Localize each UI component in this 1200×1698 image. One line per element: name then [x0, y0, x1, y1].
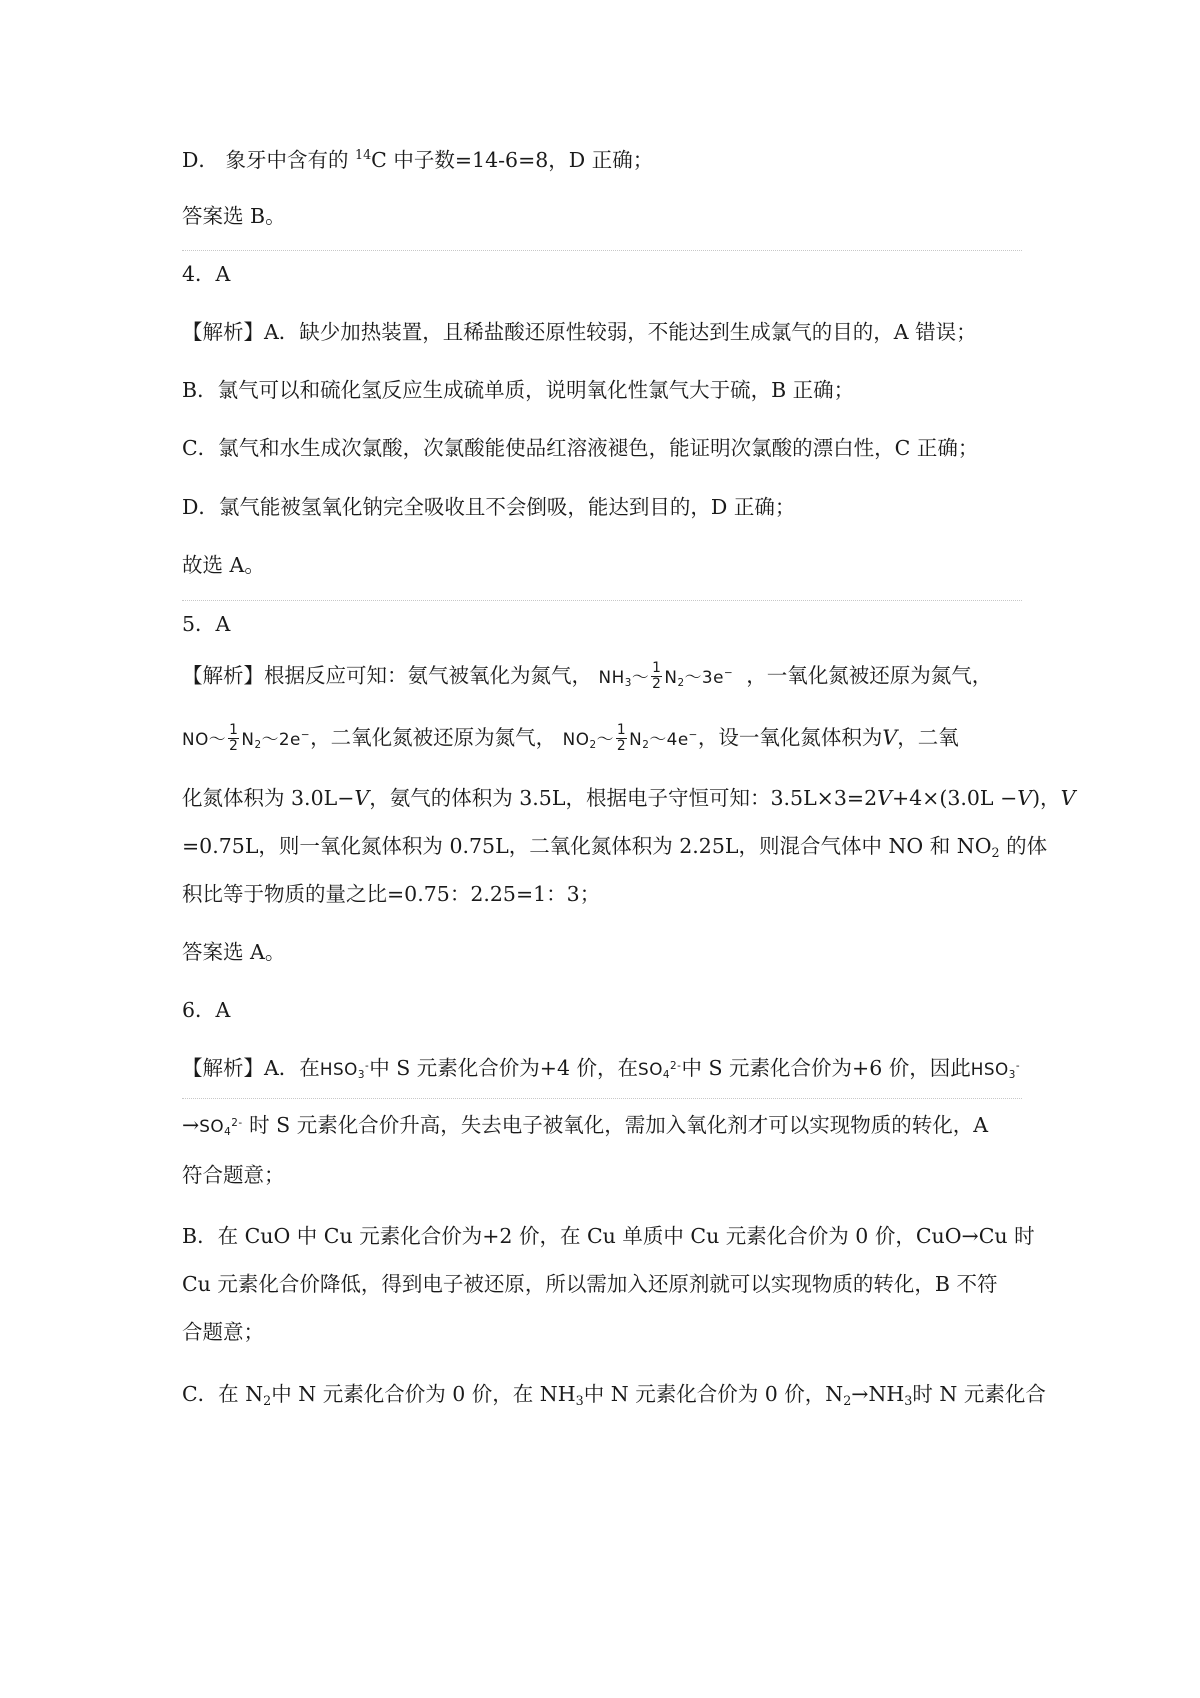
variable: V [354, 786, 370, 810]
subscript: 2 [991, 844, 1000, 860]
formula-part: SO [199, 1116, 225, 1136]
superscript: 2- [231, 1116, 243, 1129]
denominator: 2 [229, 738, 239, 755]
text-segment: 时 S 元素化合价升高，失去电子被氧化，需加入氧化剂才可以实现物质的转化，A [249, 1113, 989, 1137]
formula-part: ～3e [684, 666, 724, 687]
subscript: 2 [677, 676, 685, 689]
text-segment: ，设一氧化氮体积为 [697, 725, 883, 750]
analysis-4-option-b: B．氯气可以和硫化氢反应生成硫单质，说明氧化性氯气大于硫，B 正确； [182, 378, 855, 402]
text-segment: C．在 N [182, 1382, 264, 1406]
text-segment: ，氨气的体积为 3.5L，根据电子守恒可知：3.5L×3=2 [369, 786, 878, 810]
analysis-4-conclusion: 故选 A。 [182, 553, 265, 577]
variable: V [1017, 786, 1033, 810]
subscript: 3 [357, 1069, 365, 1082]
numerator: 1 [229, 722, 239, 738]
text-segment: C 中子数=14-6=8，D 正确； [371, 148, 654, 172]
formula-part: ～2e [261, 728, 301, 749]
fraction-half [228, 723, 239, 754]
formula-part: NO [182, 728, 209, 749]
text-segment: ，一氧化氮被还原为氮气， [746, 663, 993, 688]
variable: V [882, 725, 898, 750]
variable: V [1060, 786, 1076, 810]
denominator: 2 [616, 738, 627, 755]
text-segment: 中 N 元素化合价为 0 价，在 NH [271, 1382, 576, 1406]
formula-part: HSO [319, 1059, 358, 1079]
answer-3-conclusion: 答案选 B。 [182, 204, 286, 228]
question-5-answer: 5．A [182, 612, 231, 636]
superscript: − [688, 729, 698, 742]
analysis-5-conclusion: 答案选 A。 [182, 940, 286, 964]
subscript: 2 [642, 738, 650, 751]
subscript: 3 [624, 676, 632, 689]
text-segment: 中 N 元素化合价为 0 价，N [583, 1382, 844, 1406]
formula-part: ～ [596, 728, 614, 749]
formula-so4 [199, 1116, 243, 1139]
formula-part: N [629, 728, 643, 749]
text-segment: 的体 [999, 834, 1048, 858]
formula-part: N [241, 728, 255, 749]
subscript: 2 [589, 738, 597, 751]
text-segment: →NH [851, 1382, 905, 1406]
numerator: 1 [652, 660, 662, 676]
formula-part: ～4e [649, 728, 689, 749]
analysis-5-line-5: 积比等于物质的量之比=0.75：2.25=1：3； [182, 882, 601, 906]
fraction-half [616, 723, 627, 754]
answer-3-option-d [182, 147, 654, 172]
analysis-5-line-2 [182, 724, 959, 755]
variable: V [877, 786, 892, 810]
text-segment: 化氮体积为 3.0L− [182, 786, 355, 810]
analysis-4-option-c: C．氯气和水生成次氯酸，次氯酸能使品红溶液褪色，能证明次氯酸的漂白性，C 正确； [182, 436, 979, 460]
formula-nh3-n2 [598, 660, 734, 693]
text-segment: ，二氧 [897, 725, 959, 750]
text-segment: 【解析】A．在 [182, 1056, 320, 1080]
subscript: 3 [1008, 1069, 1016, 1082]
formula-no2-n2 [562, 722, 698, 755]
formula-part: NH [598, 666, 625, 687]
formula-no-n2 [182, 722, 311, 755]
text-segment: 中 S 元素化合价为+4 价，在 [369, 1056, 639, 1080]
subscript: 3 [575, 1392, 584, 1408]
subscript: 2 [254, 738, 262, 751]
analysis-6-line-1 [182, 1056, 1021, 1082]
subscript: 4 [662, 1069, 671, 1082]
analysis-4-option-a: 【解析】A．缺少加热装置，且稀盐酸还原性较弱，不能达到生成氯气的目的，A 错误； [182, 320, 977, 344]
question-6-answer: 6．A [182, 998, 231, 1022]
question-4-answer: 4．A [182, 262, 231, 286]
text-segment: D． 象牙中含有的 [182, 148, 349, 172]
analysis-6-option-b-line-2: Cu 元素化合价降低，得到电子被还原，所以需加入还原剂就可以实现物质的转化，B 不符 [182, 1272, 998, 1296]
formula-part: SO [638, 1059, 663, 1079]
superscript: - [364, 1059, 370, 1072]
formula-part: HSO [970, 1059, 1009, 1079]
superscript: - [1015, 1059, 1021, 1072]
formula-part: ～ [631, 666, 650, 687]
subscript: 2 [843, 1392, 852, 1408]
analysis-4-option-d: D．氯气能被氢氧化钠完全吸收且不会倒吸，能达到目的，D 正确； [182, 495, 796, 519]
analysis-6-option-c-line-1 [182, 1382, 1046, 1408]
section-divider [182, 250, 1022, 251]
arrow-symbol: → [182, 1113, 200, 1137]
text-segment: 中 S 元素化合价为+6 价，因此 [681, 1056, 971, 1080]
subscript: 3 [904, 1392, 913, 1408]
text-segment: ，二氧化氮被还原为氮气， [310, 725, 557, 750]
fraction-half [651, 661, 662, 692]
formula-so4 [638, 1059, 682, 1082]
analysis-5-line-3 [182, 788, 1075, 809]
formula-part: NO [562, 728, 590, 749]
formula-part: N [664, 666, 678, 687]
analysis-6-option-b-line-3: 合题意； [182, 1320, 264, 1344]
analysis-5-line-1 [182, 662, 992, 693]
formula-hso3 [970, 1059, 1021, 1082]
text-segment: 【解析】根据反应可知：氨气被氧化为氮气， [182, 663, 592, 688]
text-segment: =0.75L，则一氧化氮体积为 0.75L，二氧化氮体积为 2.25L，则混合气体中 NO 和 NO [182, 834, 992, 858]
superscript: − [723, 667, 734, 680]
formula-part: ～ [208, 728, 227, 749]
superscript: − [300, 729, 311, 742]
subscript: 2 [263, 1392, 272, 1408]
text-segment: +4×(3.0L − [891, 786, 1018, 810]
text-segment: )， [1032, 786, 1061, 810]
numerator: 1 [616, 722, 627, 738]
analysis-6-line-2 [182, 1113, 989, 1139]
superscript: 14 [354, 147, 372, 163]
superscript: 2- [670, 1059, 682, 1072]
analysis-6-option-b-line-1: B．在 CuO 中 Cu 元素化合价为+2 价，在 Cu 单质中 Cu 元素化合价为 0 价，CuO→Cu 时 [182, 1224, 1035, 1248]
denominator: 2 [652, 676, 662, 693]
formula-hso3 [319, 1059, 370, 1082]
subscript: 4 [224, 1126, 232, 1139]
analysis-6-line-3: 符合题意； [182, 1163, 285, 1187]
analysis-5-line-4 [182, 834, 1048, 860]
text-segment: 时 N 元素化合 [912, 1382, 1046, 1406]
section-divider [182, 1098, 1022, 1099]
section-divider [182, 600, 1022, 601]
